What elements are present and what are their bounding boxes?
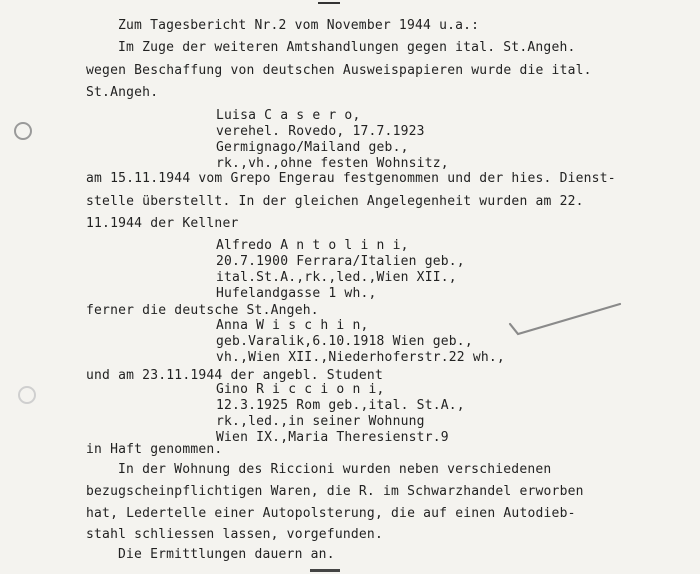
intro-line-1: Im Zuge der weiteren Amtshandlungen gegen ital. St.Angeh. <box>118 40 576 55</box>
person-casero-detail-3: rk.,vh.,ohne festen Wohnsitz, <box>216 156 449 171</box>
paragraph-line-3: hat, Ledertelle einer Autopolsterung, die auf einen Autodieb- <box>86 506 576 521</box>
person-riccioni-detail-3: Wien IX.,Maria Theresienstr.9 <box>216 430 449 445</box>
person-antolini-detail-2: ital.St.A.,rk.,led.,Wien XII., <box>216 270 457 285</box>
closing-line: Die Ermittlungen dauern an. <box>118 547 335 562</box>
header-dash-mark <box>318 2 340 4</box>
paragraph-line-2: bezugscheinpflichtigen Waren, die R. im Schwarzhandel erworben <box>86 484 584 499</box>
person-antolini-detail-3: Hufelandgasse 1 wh., <box>216 286 377 301</box>
body-line-arrest-1: am 15.11.1944 vom Grepo Engerau festgenommen und der hies. Dienst- <box>86 171 616 186</box>
body-line-haft: in Haft genommen. <box>86 442 223 457</box>
person-casero-name: Luisa C a s e r o, <box>216 108 361 123</box>
person-casero-detail-1: verehel. Rovedo, 17.7.1923 <box>216 124 425 139</box>
body-line-student: und am 23.11.1944 der angebl. Student <box>86 368 383 383</box>
person-antolini-name: Alfredo A n t o l i n i, <box>216 238 409 253</box>
paragraph-line-4: stahl schliessen lassen, vorgefunden. <box>86 527 383 542</box>
body-line-arrest-3: 11.1944 der Kellner <box>86 216 239 231</box>
pencil-stroke-mark <box>508 300 624 340</box>
person-antolini-detail-1: 20.7.1900 Ferrara/Italien geb., <box>216 254 465 269</box>
paragraph-line-1: In der Wohnung des Riccioni wurden neben verschiedenen <box>118 462 552 477</box>
footer-dash-mark <box>310 569 340 572</box>
person-wischin-name: Anna W i s c h i n, <box>216 318 369 333</box>
intro-line-2: wegen Beschaffung von deutschen Ausweispapieren wurde die ital. <box>86 63 592 78</box>
person-riccioni-name: Gino R i c c i o n i, <box>216 382 385 397</box>
punch-hole-lower <box>18 386 36 404</box>
body-line-arrest-2: stelle überstellt. In der gleichen Angelegenheit wurden am 22. <box>86 194 584 209</box>
intro-line-3: St.Angeh. <box>86 85 159 100</box>
person-riccioni-detail-2: rk.,led.,in seiner Wohnung <box>216 414 425 429</box>
punch-hole-upper <box>14 122 32 140</box>
body-line-ferner: ferner die deutsche St.Angeh. <box>86 303 319 318</box>
person-wischin-detail-2: vh.,Wien XII.,Niederhoferstr.22 wh., <box>216 350 505 365</box>
person-riccioni-detail-1: 12.3.1925 Rom geb.,ital. St.A., <box>216 398 465 413</box>
person-wischin-detail-1: geb.Varalik,6.10.1918 Wien geb., <box>216 334 473 349</box>
report-reference-line: Zum Tagesbericht Nr.2 vom November 1944 u.a.: <box>118 18 480 33</box>
person-casero-detail-2: Germignago/Mailand geb., <box>216 140 409 155</box>
